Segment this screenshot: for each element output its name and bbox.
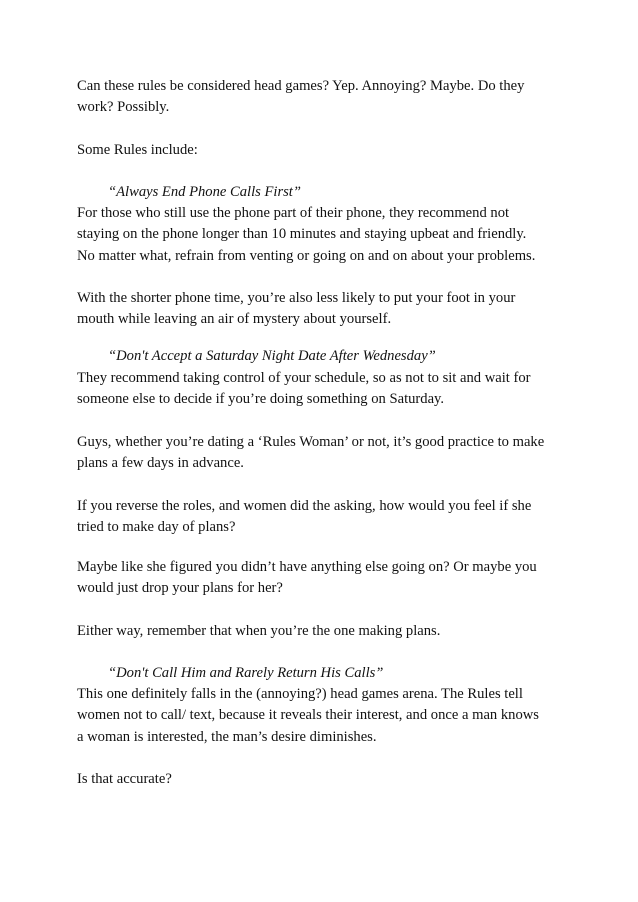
- paragraph-reverse-roles: [77, 496, 577, 539]
- text-line: mouth while leaving an air of mystery about yourself.: [77, 311, 392, 328]
- text-line: someone else to decide if you’re doing something on Saturday.: [77, 391, 445, 408]
- paragraph-phone-calls: [77, 203, 577, 267]
- paragraph-schedule: [77, 368, 577, 411]
- text-line: Maybe like she figured you didn’t have anything else going on? Or maybe you: [77, 559, 537, 575]
- rule-heading-saturday-date: “Don't Accept a Saturday Night Date After Wednesday”: [108, 348, 436, 364]
- text-line: Guys, whether you’re dating a ‘Rules Woman’ or not, it’s good practice to make: [77, 434, 545, 450]
- text-line: This one definitely falls in the (annoying?) head games arena. The Rules tell: [77, 686, 523, 702]
- text-line: They recommend taking control of your schedule, so as not to sit and wait for: [77, 370, 531, 386]
- text-line: tried to make day of plans?: [77, 519, 236, 536]
- text-line: staying on the phone longer than 10 minutes and staying upbeat and friendly.: [77, 226, 527, 243]
- text-line: For those who still use the phone part of their phone, they recommend not: [77, 205, 510, 221]
- paragraph-either-way: [77, 621, 577, 642]
- paragraph-head-games: [77, 684, 577, 748]
- paragraph-some-rules: [77, 140, 577, 161]
- paragraph-accurate: [77, 769, 577, 790]
- text-line: women not to call/ text, because it reveals their interest, and once a man knows: [77, 707, 539, 724]
- paragraph-intro: [77, 76, 577, 119]
- text-line: No matter what, refrain from venting or going on and on about your problems.: [77, 247, 536, 264]
- text-line: With the shorter phone time, you’re also less likely to put your foot in your: [77, 290, 516, 306]
- text-line: If you reverse the roles, and women did the asking, how would you feel if she: [77, 498, 532, 514]
- paragraph-rules-woman: [77, 432, 577, 475]
- text-line: Some Rules include:: [77, 142, 198, 158]
- text-line: Can these rules be considered head games? Yep. Annoying? Maybe. Do they: [77, 78, 525, 94]
- text-line: Either way, remember that when you’re the one making plans.: [77, 623, 441, 639]
- text-line: Is that accurate?: [77, 771, 172, 787]
- text-line: plans a few days in advance.: [77, 455, 244, 472]
- paragraph-shorter-phone-time: [77, 288, 577, 331]
- rule-heading-dont-call: “Don't Call Him and Rarely Return His Calls”: [108, 665, 384, 681]
- paragraph-maybe: [77, 557, 577, 600]
- text-line: would just drop your plans for her?: [77, 580, 283, 597]
- rule-heading-phone-calls: “Always End Phone Calls First”: [108, 184, 301, 200]
- text-line: work? Possibly.: [77, 99, 170, 116]
- text-line: a woman is interested, the man’s desire diminishes.: [77, 728, 377, 745]
